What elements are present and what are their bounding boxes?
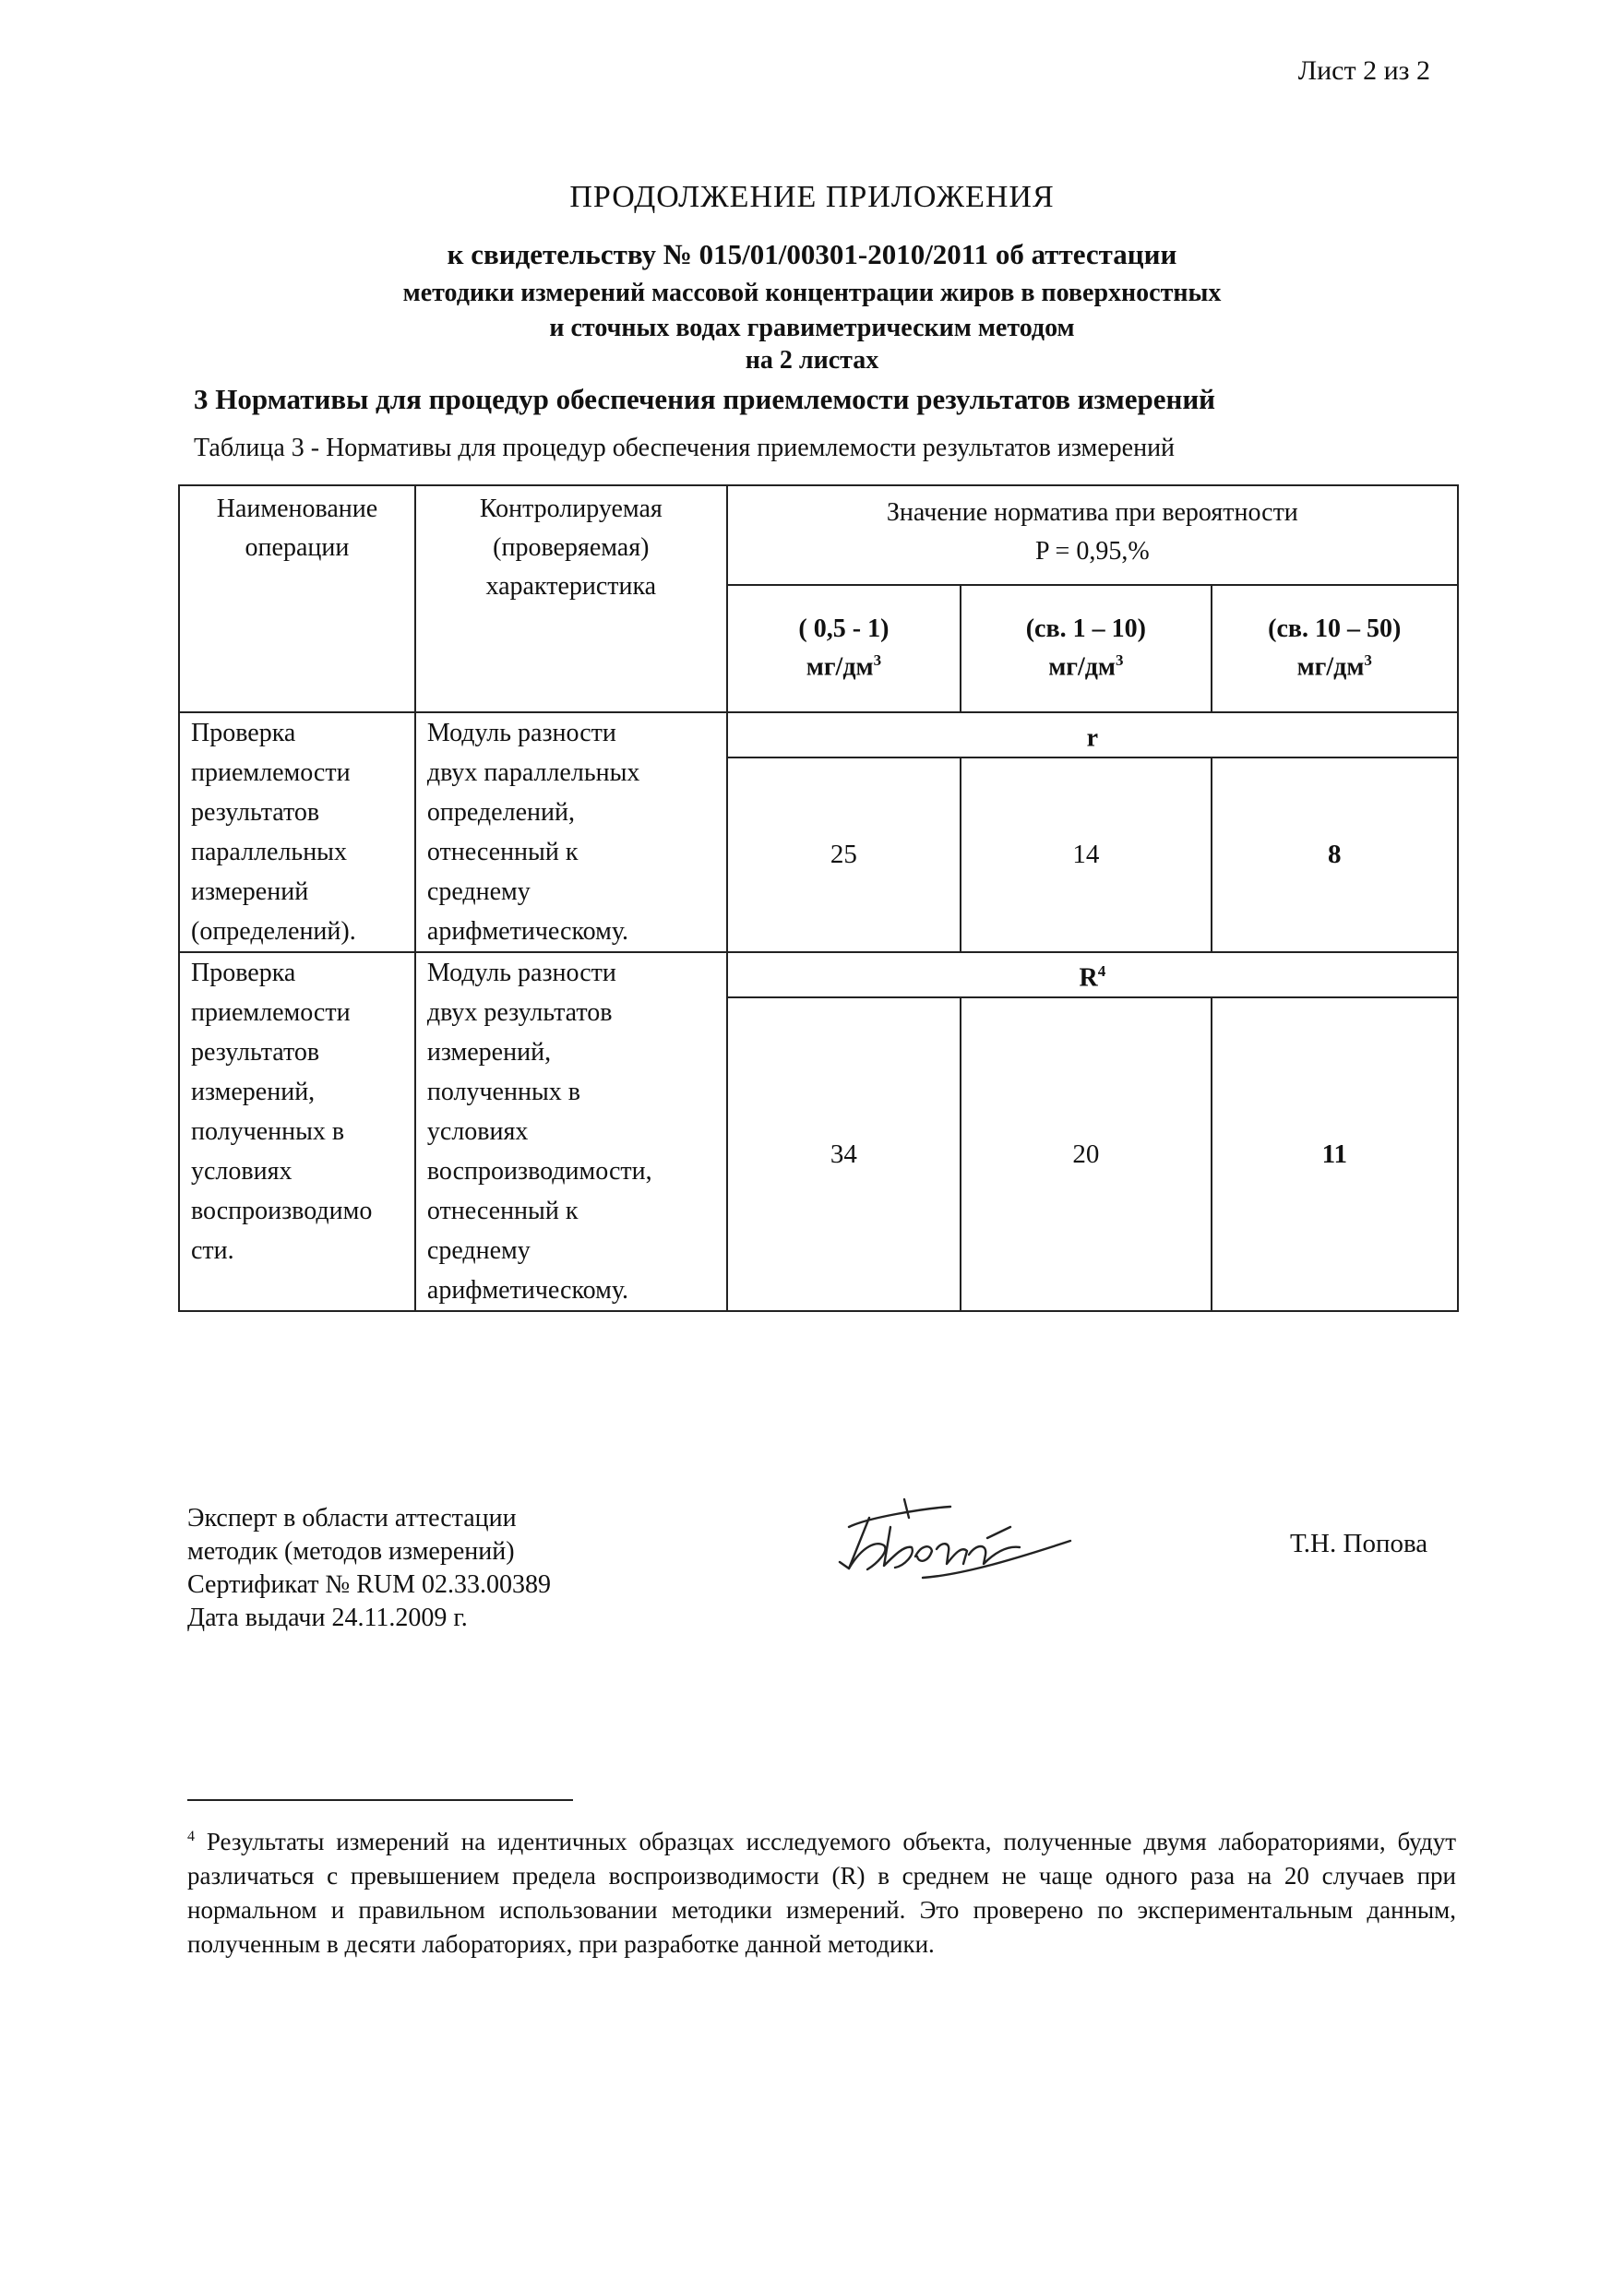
expert-title: Эксперт в области аттестации: [187, 1504, 517, 1533]
cell-text: среднему: [426, 877, 531, 906]
range-unit: мг/дм: [1296, 652, 1365, 682]
cell-text: результатов: [191, 798, 320, 827]
cell-text: условиях: [191, 1157, 293, 1186]
expert-block: [187, 1502, 551, 1635]
header-text: характеристика: [485, 572, 657, 601]
table-caption: Таблица 3 - Нормативы для процедур обеспечения приемлемости результатов измерений: [194, 434, 1176, 462]
symbol-text: R: [1079, 963, 1098, 993]
header-text: Наименование: [216, 495, 378, 523]
footnote: [187, 1819, 1456, 1962]
range-unit-exp: 3: [873, 651, 882, 670]
row-characteristic: [415, 952, 727, 1311]
cell-text: отнесенный к: [426, 1197, 579, 1225]
header-value-title: [727, 485, 1458, 585]
cell-text: определений,: [426, 798, 575, 827]
value-cell: 8: [1212, 757, 1458, 952]
expert-certificate: Сертификат № RUM 02.33.00389: [187, 1570, 552, 1599]
header-text: P = 0,95,%: [1035, 537, 1150, 566]
footnote-divider: [187, 1799, 573, 1801]
value-cell: 11: [1212, 997, 1458, 1311]
header-text: операции: [245, 533, 350, 562]
footnote-text: Результаты измерений на идентичных образцах исследуемого объекта, полученные двумя лабораториями, будут различаться с превышением предела воспроизводимости (R) в среднем не чаще одного раза на 20 случаев при нормальном и правильном использовании методики измерений. Это проверено по экспериментальным данным, полученным в десяти лабораториях, при разработке данной методики.: [187, 1828, 1456, 1958]
value-cell: 34: [727, 997, 961, 1311]
cell-text: отнесенный к: [426, 838, 579, 866]
range-text: ( 0,5 - 1): [798, 614, 890, 644]
cell-text: арифметическому.: [426, 917, 629, 946]
row-operation: [179, 952, 415, 1311]
cell-text: параллельных: [191, 838, 347, 866]
expert-issue-date: Дата выдачи 24.11.2009 г.: [187, 1604, 468, 1632]
cell-text: среднему: [426, 1236, 531, 1265]
range-unit-exp: 3: [1116, 651, 1124, 670]
cell-text: измерений,: [191, 1078, 316, 1106]
certificate-reference: к свидетельству № 015/01/00301-2010/2011 об аттестации: [447, 238, 1177, 270]
cell-text: двух результатов: [426, 998, 613, 1027]
header-characteristic: [415, 485, 727, 712]
range-unit-exp: 3: [1364, 651, 1372, 670]
cell-text: воспроизводимости,: [426, 1157, 652, 1186]
symbol-text: r: [1086, 723, 1099, 753]
cell-text: полученных в: [426, 1078, 580, 1106]
cell-text: сти.: [191, 1236, 234, 1265]
cell-text: воспроизводимо: [191, 1197, 373, 1225]
row-symbol: [727, 952, 1458, 997]
cell-text: результатов: [191, 1038, 320, 1067]
cell-text: Проверка: [191, 959, 296, 987]
method-title-line-1: методики измерений массовой концентрации жиров в поверхностных: [402, 279, 1222, 307]
signer-name: Т.Н. Попова: [1290, 1529, 1428, 1558]
handwritten-signature: [812, 1490, 1089, 1596]
table-row: [179, 952, 1458, 997]
cell-text: арифметическому.: [426, 1276, 629, 1305]
value-cell: 25: [727, 757, 961, 952]
row-operation: [179, 712, 415, 952]
value-cell: 20: [961, 997, 1211, 1311]
cell-text: условиях: [426, 1117, 529, 1146]
cell-text: двух параллельных: [426, 758, 640, 787]
header-text: (проверяемая): [493, 533, 650, 562]
norms-table: [178, 484, 1459, 1312]
sheet-label: Лист 2 из 2: [1297, 55, 1430, 86]
signature-drawing: [812, 1490, 1089, 1592]
range-unit: мг/дм: [1048, 652, 1116, 682]
symbol-footnote-mark: 4: [1097, 962, 1106, 980]
table-row: [179, 712, 1458, 757]
row-characteristic: [415, 712, 727, 952]
document-title: ПРОДОЛЖЕНИЕ ПРИЛОЖЕНИЯ: [569, 180, 1055, 214]
cell-text: приемлемости: [191, 758, 351, 787]
range-unit: мг/дм: [806, 652, 874, 682]
method-title-line-2: и сточных водах гравиметрическим методом: [549, 314, 1075, 342]
range-text: (св. 1 – 10): [1025, 614, 1146, 644]
cell-text: полученных в: [191, 1117, 345, 1146]
cell-text: Модуль разности: [426, 959, 616, 987]
cell-text: измерений,: [426, 1038, 552, 1067]
row-symbol: [727, 712, 1458, 757]
section-title: 3 Нормативы для процедур обеспечения приемлемости результатов измерений: [194, 383, 1216, 415]
cell-text: Проверка: [191, 719, 296, 747]
range-text: (св. 10 – 50): [1268, 614, 1402, 644]
expert-title-2: методик (методов измерений): [187, 1537, 515, 1566]
table-header-row: [179, 485, 1458, 585]
header-text: Значение норматива при вероятности: [886, 498, 1298, 527]
cell-text: Модуль разности: [426, 719, 616, 747]
header-text: Контролируемая: [479, 495, 663, 523]
header-range-1: [727, 585, 961, 712]
cell-text: измерений: [191, 877, 309, 906]
cell-text: приемлемости: [191, 998, 351, 1027]
header-operation: [179, 485, 415, 712]
footnote-mark: 4: [187, 1829, 195, 1844]
cell-text: (определений).: [191, 917, 356, 946]
sheet-count: на 2 листах: [745, 346, 879, 375]
header-range-3: [1212, 585, 1458, 712]
value-cell: 14: [961, 757, 1211, 952]
header-range-2: [961, 585, 1211, 712]
